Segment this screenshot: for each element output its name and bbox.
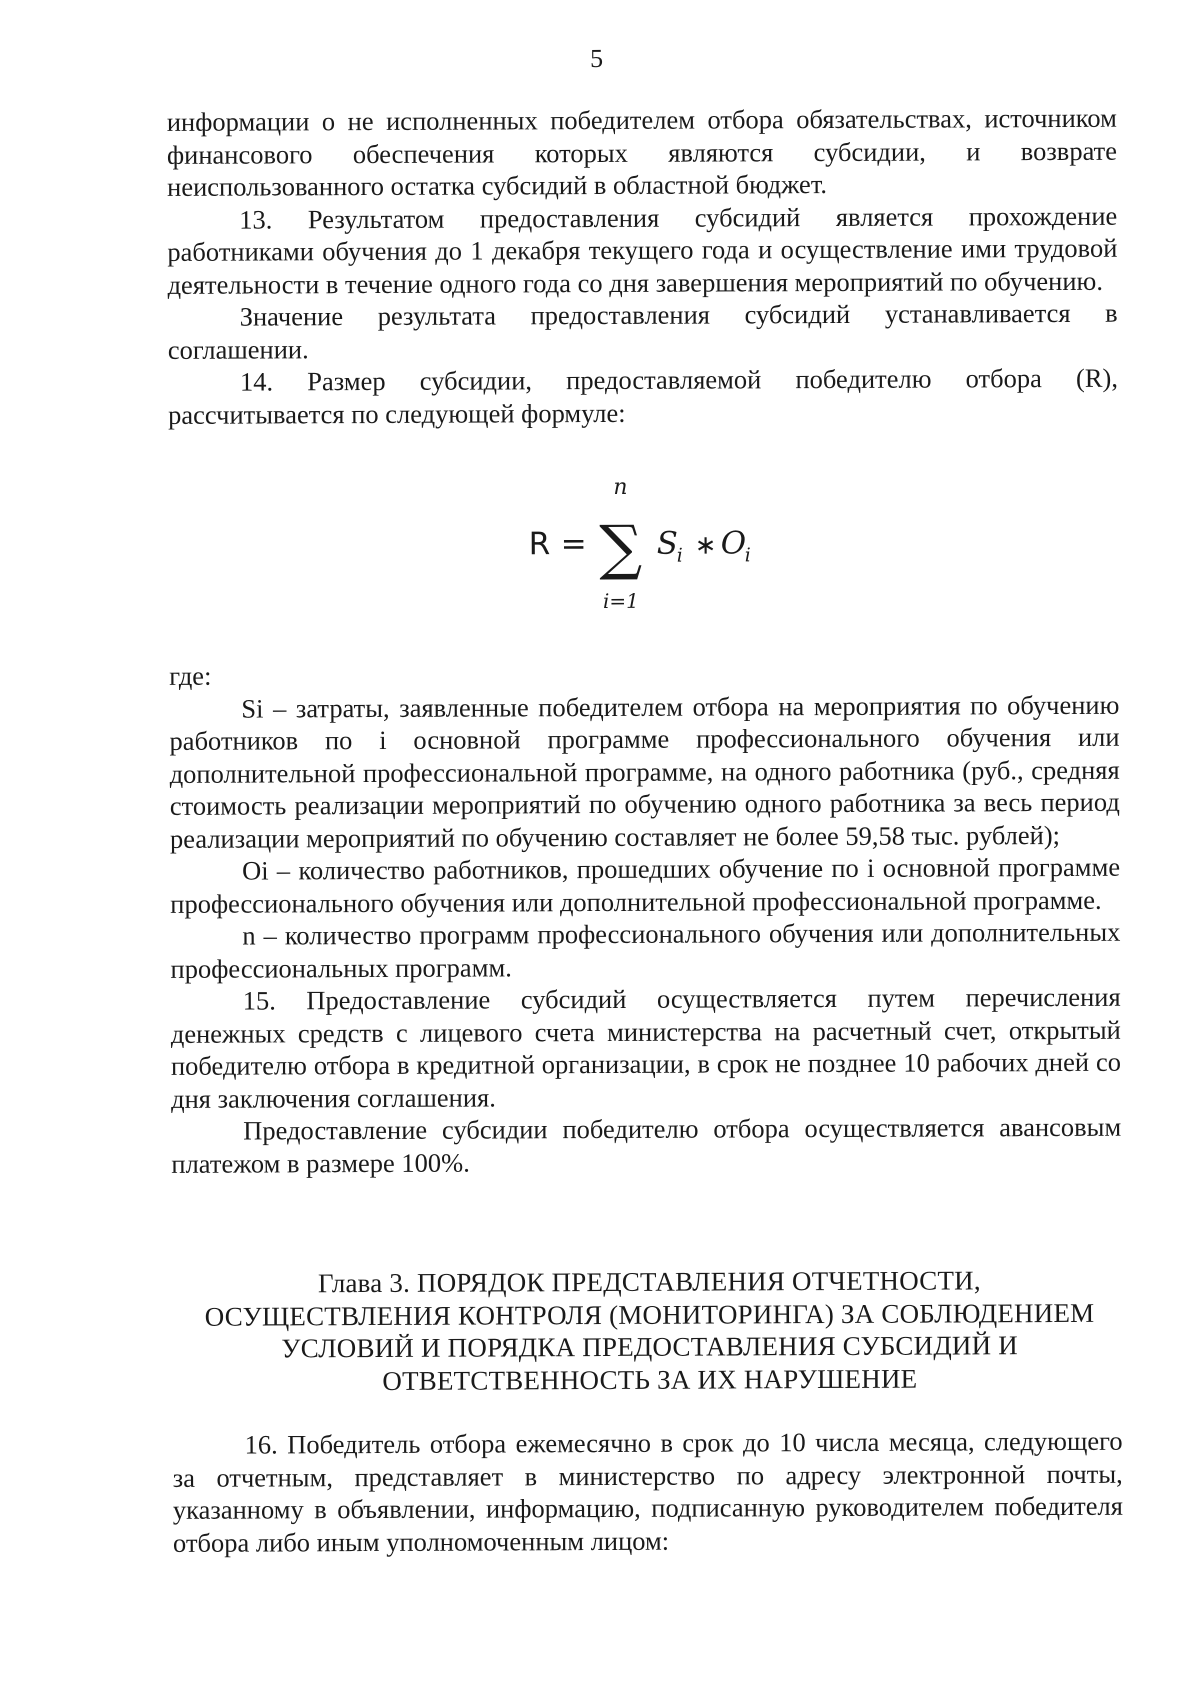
formula-sum-lower: i=1 xyxy=(602,588,639,613)
paragraph-continuation: информации о не исполненных победителем отбора обязательствах, источником финансового обеспечения которых являются субсидии, и возврате неиспользованного остатка субсидий в областной бюджет. xyxy=(166,102,1118,202)
formula-lhs: R xyxy=(528,526,551,563)
formula-sum-upper: n xyxy=(613,474,628,500)
formula-term-o-sub: i xyxy=(744,544,751,567)
page-number: 5 xyxy=(589,43,604,74)
paragraph-advance-payment: Предоставление субсидии победителю отбора осуществляется авансовым платежом в размере 100%. xyxy=(171,1111,1122,1179)
paragraph-15: 15. Предоставление субсидий осуществляется путем перечисления денежных средств с лицевого счета министерства на расчетный счет, открытый победителю отбора в кредитной организации, в срок не позднее 10 рабочих дней со дня заключения соглашения. xyxy=(170,981,1121,1114)
text-block-middle xyxy=(169,656,1121,1180)
formula-term-s: S xyxy=(656,525,678,562)
paragraph-oi-definition: Oi – количество работников, прошедших обучение по i основной программе профессионального обучения или дополнительной профессиональной программе. xyxy=(170,851,1121,919)
formula-term-o: O xyxy=(720,525,747,562)
text-block-bottom xyxy=(173,1425,1124,1559)
chapter-heading-line: Глава 3. ПОРЯДОК ПРЕДСТАВЛЕНИЯ ОТЧЕТНОСТИ, xyxy=(317,1265,981,1299)
paragraph-si-definition: Si – затраты, заявленные победителем отбора на мероприятия по обучению работников по i основной программе профессионального обучения или дополнительной профессиональной программе, на одного работника (руб., средняя стоимость реализации мероприятий по обучению одного работника за весь период реализации мероприятий по обучению составляет не более 59,58 тыс. рублей); xyxy=(169,689,1120,854)
paragraph-13: 13. Результатом предоставления субсидий является прохождение работниками обучения до 1 декабря текущего года и осуществление ими трудовой деятельности в течение одного года со дня завершения мероприятий по обучению. xyxy=(167,200,1118,300)
formula-operator: ∗ xyxy=(694,530,717,561)
formula-term-s-sub: i xyxy=(676,544,683,567)
chapter-heading xyxy=(177,1264,1123,1398)
paragraph-16: 16. Победитель отбора ежемесячно в срок до 10 числа месяца, следующего за отчетным, представляет в министерство по адресу электронной почты, указанному в объявлении, информацию, подписанную руководителем победителя отбора либо иным уполномоченным лицом: xyxy=(172,1425,1123,1558)
chapter-heading-line: УСЛОВИЙ И ПОРЯДКА ПРЕДОСТАВЛЕНИЯ СУБСИДИЙ И xyxy=(281,1330,1019,1364)
subsidy-formula xyxy=(528,474,769,626)
formula-graphic xyxy=(528,474,769,626)
chapter-heading-line: ОСУЩЕСТВЛЕНИЯ КОНТРОЛЯ (МОНИТОРИНГА) ЗА СОБЛЮДЕНИЕМ xyxy=(204,1297,1095,1332)
formula-sum-symbol: ∑ xyxy=(599,512,643,583)
formula-equals: = xyxy=(560,526,587,563)
paragraph-result-value: Значение результата предоставления субсидий устанавливается в соглашении. xyxy=(167,297,1118,365)
text-block-top xyxy=(167,102,1118,431)
paragraph-where: где: xyxy=(169,660,212,691)
chapter-heading-line: ОТВЕТСТВЕННОСТЬ ЗА ИХ НАРУШЕНИЕ xyxy=(382,1363,918,1396)
paragraph-n-definition: n – количество программ профессионального обучения или дополнительных профессиональных программ. xyxy=(170,916,1121,984)
paragraph-14: 14. Размер субсидии, предоставляемой победителю отбора (R), рассчитывается по следующей формуле: xyxy=(168,362,1119,430)
